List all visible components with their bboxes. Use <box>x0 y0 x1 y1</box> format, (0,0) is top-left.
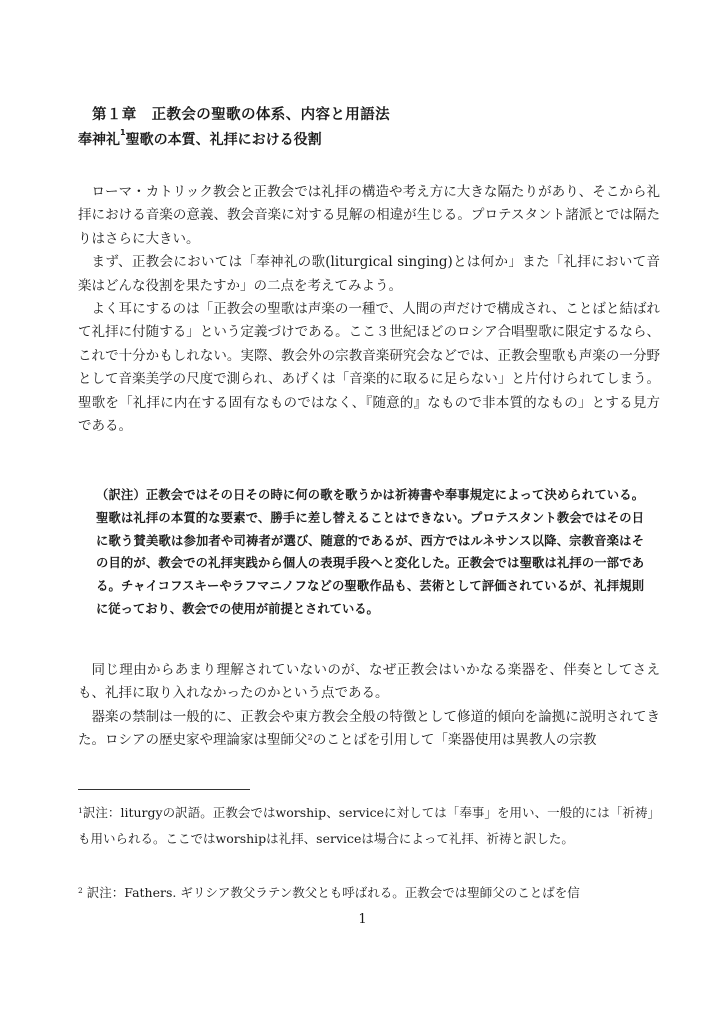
footnote-text: 訳注：liturgyの訳語。正教会ではworship、serviceに対しては「奉事」を用い、一般的には「祈祷」も用いられる。ここではworshipは礼拝、serviceは場合によって礼拝、祈祷と訳した。 <box>78 805 660 846</box>
footnote-1 <box>78 800 660 852</box>
section-title <box>78 129 322 149</box>
translator-note <box>96 484 644 621</box>
paragraph: まず、正教会においては「奉神礼の歌(liturgical singing)とは何か」また「礼拝において音楽はどんな役割を果たすか」の二点を考えてみよう。 <box>78 254 660 294</box>
paragraph: ローマ・カトリック教会と正教会では礼拝の構造や考え方に大きな隔たりがあり、そこから礼拝における音楽の意義、教会音楽に対する見解の相違が生じる。プロテスタント諸派とでは隔たりはさらに大きい。 <box>78 184 660 247</box>
footnote-ref-1: 1 <box>120 128 126 137</box>
footnote-divider <box>78 789 250 790</box>
body-text-top <box>78 181 660 438</box>
footnote-mark: 2 <box>78 886 83 895</box>
footnote-2 <box>78 880 660 906</box>
section-title-pre: 奉神礼 <box>78 132 120 148</box>
paragraph: よく耳にするのは「正教会の聖歌は声楽の一種で、人間の声だけで構成され、ことばと結ばれて礼拝に付随する」という定義づけである。ここ３世紀ほどのロシア合唱聖歌に限定するなら、これで十分かもしれない。実際、教会外の宗教音楽研究会などでは、正教会聖歌も声楽の一分野として音楽美学の尺度で測られ、あげくは「音楽的に取るに足らない」と片付けられてしまう。聖歌を「礼拝に内在する固有なものではなく、『随意的』なもので非本質的なもの」とする見方である。 <box>78 301 660 435</box>
translator-note-text: （訳注）正教会ではその日その時に何の歌を歌うかは祈祷書や奉事規定によって決められている。聖歌は礼拝の本質的な要素で、勝手に差し替えることはできない。プロテスタント教会ではその日に歌う賛美歌は参加者や司祷者が選び、随意的であるが、西方ではルネサンス以降、宗教音楽はその目的が、教会での礼拝実践から個人の表現手段へと変化した。正教会では聖歌は礼拝の一部である。チャイコフスキーやラフマニノフなどの聖歌作品も、芸術として評価されているが、礼拝規則に従っており、教会での使用が前提とされている。 <box>96 488 644 616</box>
footnote-mark: 1 <box>78 806 83 815</box>
body-text-bottom <box>78 659 660 753</box>
paragraph: 同じ理由からあまり理解されていないのが、なぜ正教会はいかなる楽器を、伴奏としてさえも、礼拝に取り入れなかったのかという点である。 <box>78 662 660 702</box>
page-number: 1 <box>358 912 367 927</box>
chapter-title: 第１章 正教会の聖歌の体系、内容と用語法 <box>92 107 390 123</box>
paragraph: 器楽の禁制は一般的に、正教会や東方教会全般の特徴として修道的傾向を論拠に説明されてきた。ロシアの歴史家や理論家は聖師父²のことばを引用して「楽器使用は異教人の宗教 <box>78 708 660 749</box>
section-title-post: 聖歌の本質、礼拝における役割 <box>125 132 322 148</box>
footnote-text: 訳注：Fathers. ギリシア教父ラテン教父とも呼ばれる。正教会では聖師父のことばを信 <box>82 885 580 900</box>
